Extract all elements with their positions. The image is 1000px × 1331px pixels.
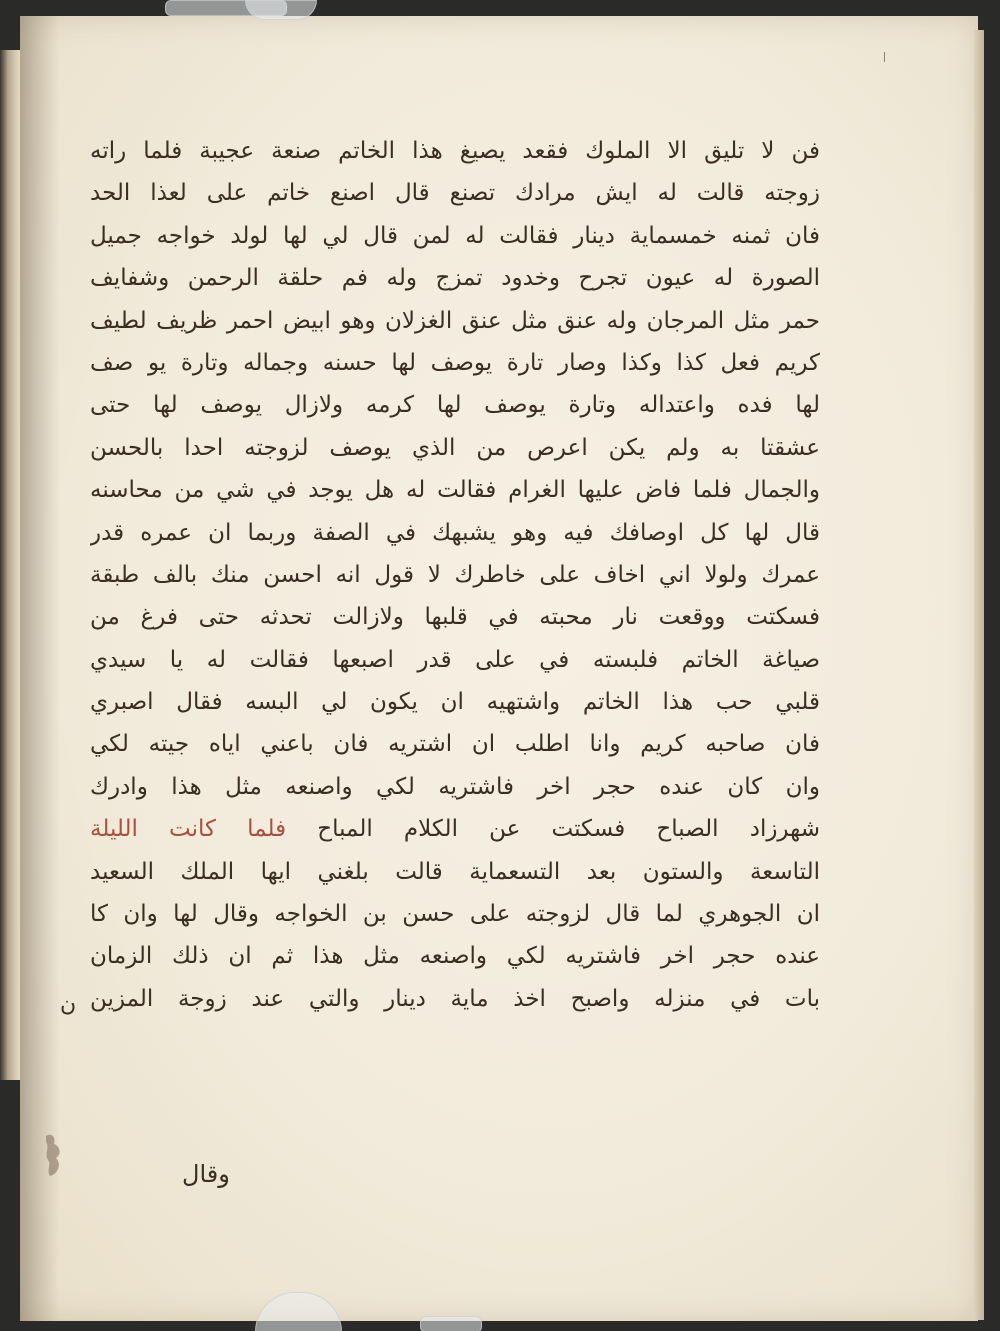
text-line-4: الصورة له عيون تجرح وخدود تمزج وله فم حلقة الرحمن وشفايف bbox=[90, 265, 820, 292]
text-line-11: عمرك ولولا اني اخاف على خاطرك لا قول انه احسن منك بالف طبقة bbox=[90, 561, 820, 588]
adjacent-folio-edge bbox=[0, 50, 20, 1080]
text-line-20: عنده حجر اخر فاشتريه لكي واصنعه مثل هذا ثم ان ذلك الزمان bbox=[90, 943, 820, 970]
glass-weight-bottom-2 bbox=[420, 1316, 482, 1331]
catchword: وقال bbox=[182, 1160, 230, 1188]
page-mark bbox=[884, 52, 885, 62]
text-line-3: فان ثمنه خمسماية دينار فقالت له لمن قال لي لها لولد خواجه جميل bbox=[90, 222, 820, 249]
text-line-21: بات في منزله واصبح اخذ ماية دينار والتي عند زوجة المزين bbox=[90, 985, 820, 1012]
text-line-2: زوجته قالت له ايش مرادك تصنع قال اصنع خاتم على لعذا الحد bbox=[90, 180, 820, 207]
binding-shadow bbox=[20, 16, 60, 1321]
text-line-10: قال لها كل اوصافك فيه وهو يشبهك في الصفة وربما ان عمره قدر bbox=[90, 519, 820, 546]
text-line-16: وان كان عنده حجر اخر فاشتريه لكي واصنعه مثل هذا وادرك bbox=[90, 773, 820, 800]
glass-weight-top-2 bbox=[245, 0, 317, 20]
text-line-14: قلبي حب هذا الخاتم واشتهيه ان يكون لي البسه فقال اصبري bbox=[90, 689, 820, 716]
text-line-13: صياغة الخاتم فلبسته في على قدر اصبعها فقالت له يا سيدي bbox=[90, 646, 820, 673]
margin-note: ن bbox=[60, 992, 77, 1017]
text-line-5: حمر مثل المرجان وله عنق مثل عنق الغزلان وهو ابيض احمر ظريف لطيف bbox=[90, 307, 820, 334]
rubric-night-heading: فلما كانت الليلة bbox=[90, 816, 287, 843]
text-line-7: لها فده واعتداله وتارة يوصف لها كرمه ولازال يوصف لها حتى bbox=[90, 392, 820, 419]
text-line-15: فان صاحبه كريم وانا اطلب ان اشتريه فان باعني اياه جيته لكي bbox=[90, 731, 820, 758]
text-line-18: التاسعة والستون بعد التسعماية قالت بلغني ايها الملك السعيد bbox=[90, 858, 820, 885]
text-line-9: والجمال فلما فاض عليها الغرام فقالت له هل يوجد في شي من محاسنه bbox=[90, 477, 820, 504]
text-line-19: ان الجوهري لما قال لزوجته على حسن بن الخواجه وقال لها وان كا bbox=[90, 901, 820, 928]
text-block bbox=[90, 130, 820, 1020]
page-edge bbox=[974, 30, 984, 1320]
text-line-8: عشقتا به ولم يكن اعرص من الذي يوصف لزوجته احدا بالحسن bbox=[90, 434, 820, 461]
text-line-1: فن لا تليق الا الملوك فقعد يصيغ هذا الخاتم صنعة عجيبة فلما راته bbox=[90, 138, 820, 164]
text-line-6: كريم فعل كذا وكذا وصار تارة يوصف لها حسنه وجماله وتارة يو صف bbox=[90, 349, 820, 376]
ink-blot-icon bbox=[42, 1130, 66, 1180]
text-line-12: فسكتت ووقعت نار محبته في قلبها ولازالت تحدثه حتى فرغ من bbox=[90, 604, 820, 631]
text-line-17: شهرزاد الصباح فسكتت عن الكلام المباح فلما كانت الليلة bbox=[90, 816, 820, 843]
